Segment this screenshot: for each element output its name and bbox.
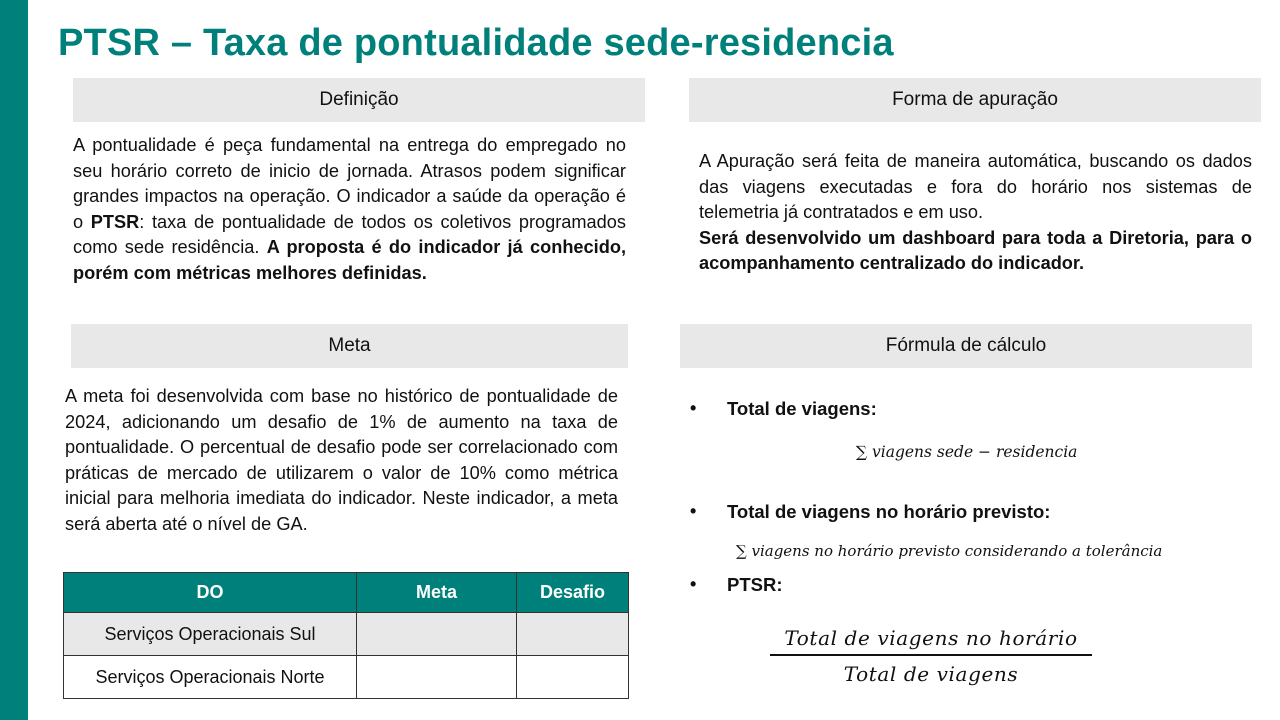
fraction-numerator: Total de viagens no horário	[770, 626, 1092, 656]
meta-text: A meta foi desenvolvida com base no histórico de pontualidade de 2024, adicionando um desafio de 1% de aumento na taxa de pontualidade. O percentual de desafio pode ser correlacionado com práticas de mercado de utilizarem o valor de 10% como métrica inicial para melhoria imediata do indicador. Neste indicador, a meta será aberta até o nível de GA.	[65, 386, 618, 534]
apuracao-header: Forma de apuração	[689, 78, 1261, 122]
definicao-text-part-1: A pontualidade é peça fundamental na entrega do empregado no seu horário correto de inicio de jornada. Atrasos podem significar grandes impactos na operação. O indicador a saúde da operação é o	[73, 135, 626, 232]
table-header-do: DO	[64, 573, 357, 613]
formula-expr-horario-previsto: ∑ viagens no horário previsto considerando a tolerância	[736, 542, 1163, 560]
definicao-bold-proposta: A proposta é do indicador já conhecido, porém com métricas melhores definidas.	[73, 237, 626, 283]
do-table	[63, 572, 629, 699]
definicao-bold-ptsr: PTSR	[90, 211, 140, 232]
definicao-header: Definição	[73, 78, 645, 122]
definicao-text	[73, 133, 626, 287]
formula-item-label: PTSR:	[727, 574, 783, 595]
table-cell-do: Serviços Operacionais Sul	[64, 613, 357, 656]
apuracao-text-bold: Será desenvolvido um dashboard para toda a Diretoria, para o acompanhamento centralizado do indicador.	[699, 227, 1252, 274]
fraction-denominator: Total de viagens	[843, 662, 1019, 686]
page-title: PTSR – Taxa de pontualidade sede-residencia	[58, 22, 894, 64]
bullet-icon: •	[690, 501, 697, 521]
definicao-text-part-2: : taxa de pontualidade de todos os coletivos programados como sede residência.	[73, 211, 626, 258]
table-cell-desafio	[517, 656, 629, 699]
left-accent-bar	[0, 0, 28, 720]
table-row	[64, 613, 629, 656]
table-header-meta: Meta	[357, 573, 517, 613]
table-cell-meta	[357, 656, 517, 699]
formula-expr-total-viagens: ∑ viagens sede − residencia	[856, 443, 1078, 461]
meta-header: Meta	[71, 324, 628, 368]
bullet-icon: •	[690, 398, 697, 418]
bullet-icon: •	[690, 574, 697, 594]
table-cell-desafio	[517, 613, 629, 656]
table-cell-meta	[357, 613, 517, 656]
formula-item-label: Total de viagens:	[727, 398, 877, 419]
table-header-desafio: Desafio	[517, 573, 629, 613]
table-row	[64, 656, 629, 699]
formula-item-horario-previsto	[690, 501, 1050, 523]
formula-item-label: Total de viagens no horário previsto:	[727, 501, 1051, 522]
formula-item-ptsr	[690, 574, 783, 596]
apuracao-text	[699, 149, 1252, 277]
ptsr-fraction	[770, 626, 1092, 686]
table-cell-do: Serviços Operacionais Norte	[64, 656, 357, 699]
apuracao-text-normal: A Apuração será feita de maneira automática, buscando os dados das viagens executadas e fora do horário nos sistemas de telemetria já contratados e em uso.	[699, 151, 1252, 223]
formula-header: Fórmula de cálculo	[680, 324, 1252, 368]
formula-item-total-viagens	[690, 398, 877, 420]
